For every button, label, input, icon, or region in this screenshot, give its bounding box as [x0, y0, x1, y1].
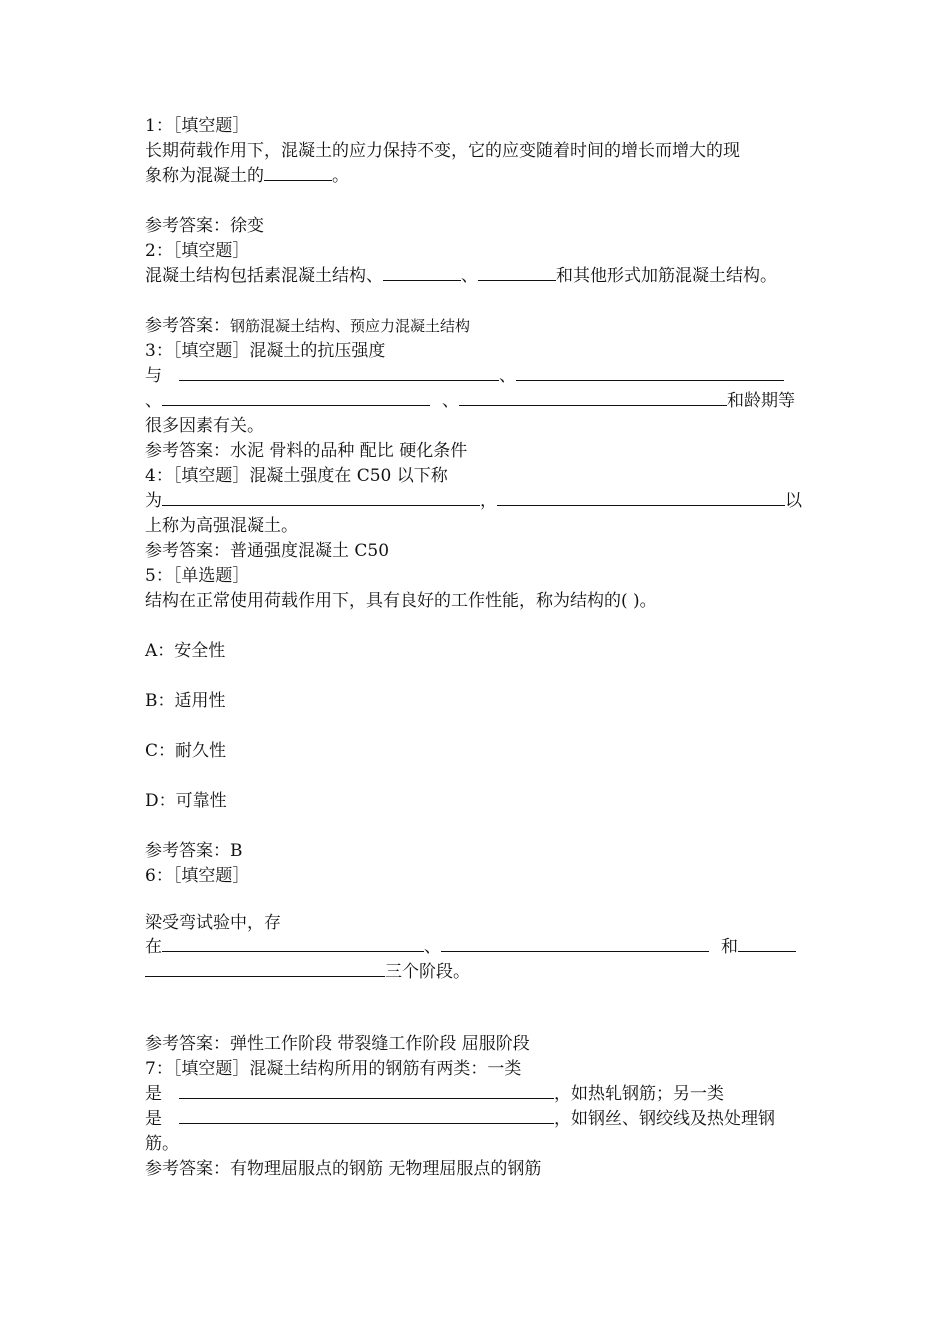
- q6-line1: 梁受弯试验中，存: [145, 913, 281, 933]
- q5-answer: 参考答案：B: [145, 841, 243, 861]
- q7-answer: 参考答案：有物理屈服点的钢筋 无物理屈服点的钢筋: [145, 1159, 542, 1179]
- q3-line3: 很多因素有关。: [145, 416, 264, 436]
- q7-line3: 筋。: [145, 1134, 179, 1154]
- q4-answer: 参考答案：普通强度混凝土 C50: [145, 541, 390, 561]
- q7-line1: 是 ，如热轧钢筋；另一类: [145, 1084, 724, 1104]
- q6-header: 6：［填空题］: [145, 866, 250, 886]
- q1-text-line1: 长期荷载作用下，混凝土的应力保持不变，它的应变随着时间的增长而增大的现: [145, 141, 740, 161]
- q2-header: 2：［填空题］: [145, 241, 250, 261]
- q4-line2: 上称为高强混凝土。: [145, 516, 298, 536]
- q7-header: 7：［填空题］混凝土结构所用的钢筋有两类：一类: [145, 1059, 522, 1079]
- q7-line2: 是 ，如钢丝、钢绞线及热处理钢: [145, 1109, 775, 1129]
- q3-answer: 参考答案：水泥 骨料的品种 配比 硬化条件: [145, 441, 468, 461]
- q6-blank-3-cont: [145, 960, 385, 977]
- q5-option-c: C：耐久性: [145, 741, 227, 761]
- q2-text: 混凝土结构包括素混凝土结构、 、 和其他形式加筋混凝土结构。: [145, 266, 777, 286]
- q6-blank-2: [441, 935, 709, 952]
- q1-answer: 参考答案：徐变: [145, 216, 264, 236]
- q4-line1: 为 ， 以: [145, 491, 802, 511]
- q3-blank-4: [459, 389, 727, 406]
- q4-blank-1: [162, 489, 480, 506]
- q3-blank-2: [516, 364, 784, 381]
- q6-blank-3: [738, 935, 796, 952]
- q2-blank-2: [478, 264, 556, 281]
- q6-line2: 在 、 和: [145, 935, 796, 959]
- q5-option-d: D：可靠性: [145, 791, 227, 811]
- q3-header: 3：［填空题］混凝土的抗压强度: [145, 341, 386, 361]
- q4-blank-2: [497, 489, 785, 506]
- q5-option-b: B：适用性: [145, 691, 226, 711]
- q5-header: 5：［单选题］: [145, 566, 250, 586]
- q3-blank-3: [162, 389, 430, 406]
- q7-blank-1: [179, 1082, 554, 1099]
- q6-answer: 参考答案：弹性工作阶段 带裂缝工作阶段 屈服阶段: [145, 1034, 530, 1054]
- q6-line3: 三个阶段。: [145, 960, 470, 984]
- q2-answer: 参考答案：钢筋混凝土结构、预应力混凝土结构: [145, 316, 471, 336]
- q4-header: 4：［填空题］混凝土强度在 C50 以下称: [145, 466, 448, 486]
- q1-header: 1：［填空题］: [145, 116, 250, 136]
- q6-blank-1: [162, 935, 424, 952]
- q7-blank-2: [179, 1107, 554, 1124]
- q5-question: 结构在正常使用荷载作用下，具有良好的工作性能，称为结构的( )。: [145, 591, 657, 611]
- q1-text-line2: 象称为混凝土的 。: [145, 166, 349, 186]
- q3-line2: 、 、 和龄期等: [145, 391, 795, 411]
- q3-line1: 与 、: [145, 364, 784, 388]
- q2-blank-1: [383, 264, 461, 281]
- q1-blank: [264, 164, 332, 181]
- q3-blank-1: [179, 364, 499, 381]
- q5-option-a: A：安全性: [145, 641, 226, 661]
